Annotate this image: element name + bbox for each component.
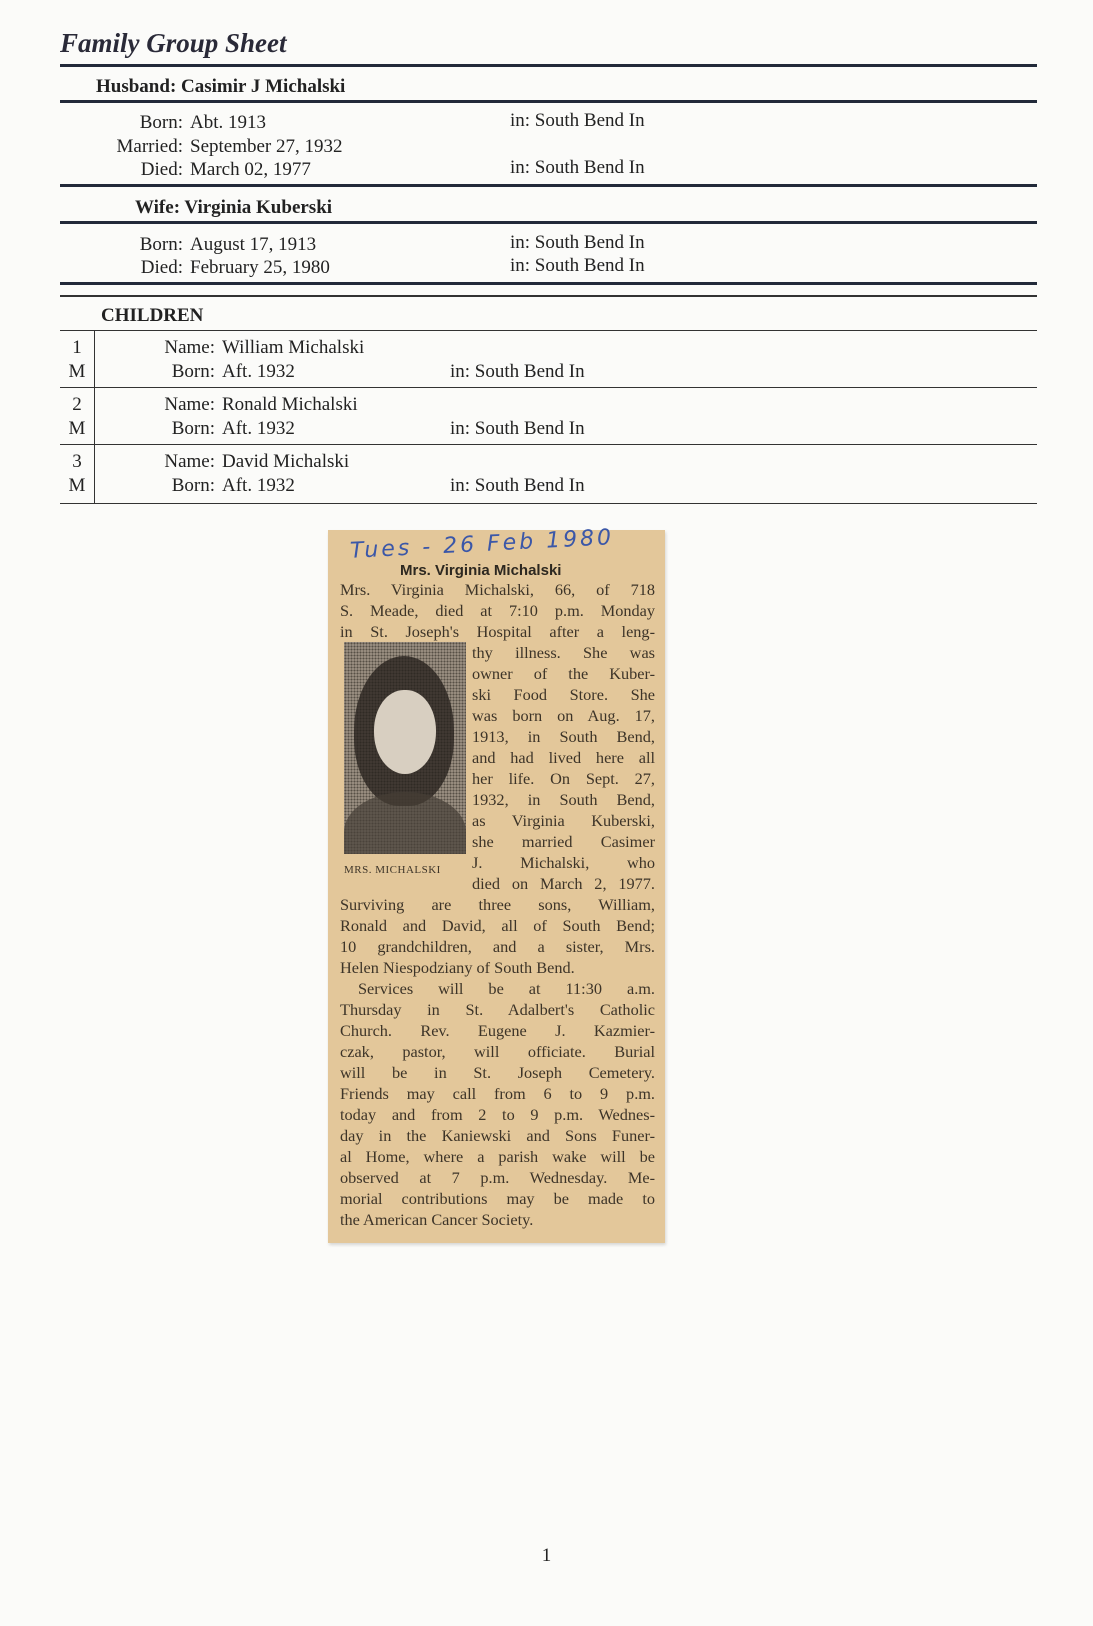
child-sex: M <box>68 361 86 382</box>
wife-divider <box>60 221 1037 224</box>
obituary-line: Surviving are three sons, William, <box>340 895 655 914</box>
child-number: 3 <box>72 451 82 472</box>
wife-born-label: Born: <box>139 234 183 255</box>
obituary-line: in St. Joseph's Hospital after a leng- <box>340 622 655 641</box>
obituary-line: thy illness. She was <box>472 643 655 662</box>
wife-born-place: in: South Bend In <box>510 232 645 253</box>
obituary-line: died on March 2, 1977. <box>472 874 655 893</box>
husband-born-value: Abt. 1913 <box>190 112 266 133</box>
obituary-headline: Mrs. Virginia Michalski <box>400 562 562 579</box>
obituary-line: her life. On Sept. 27, <box>472 769 655 788</box>
obituary-line: Thursday in St. Adalbert's Catholic <box>340 1000 655 1019</box>
photo-caption: MRS. MICHALSKI <box>344 864 441 876</box>
wife-died-value: February 25, 1980 <box>190 257 330 278</box>
obituary-clipping <box>328 525 665 1243</box>
husband-born-label: Born: <box>139 112 183 133</box>
obituary-photo <box>344 642 466 854</box>
obituary-line: observed at 7 p.m. Wednesday. Me- <box>340 1168 655 1187</box>
child-name-label: Name: <box>164 394 215 415</box>
obituary-line: the American Cancer Society. <box>340 1210 534 1229</box>
child-name-label: Name: <box>164 337 215 358</box>
obituary-line: Mrs. Virginia Michalski, 66, of 718 <box>340 580 655 599</box>
wife-bottom-divider <box>60 282 1037 285</box>
obituary-line: al Home, where a parish wake will be <box>340 1147 655 1166</box>
husband-married-label: Married: <box>116 136 183 157</box>
children-heading: CHILDREN <box>101 305 204 326</box>
obituary-line: and had lived here all <box>472 748 655 767</box>
child-sex: M <box>68 418 86 439</box>
wife-heading: Wife: Virginia Kuberski <box>135 197 333 218</box>
title-divider <box>60 64 1037 67</box>
obituary-line: 1932, in South Bend, <box>472 790 655 809</box>
child-born: Aft. 1932 <box>222 361 295 382</box>
obituary-line: ski Food Store. She <box>472 685 655 704</box>
page-number: 1 <box>541 1545 552 1566</box>
child-row-3 <box>60 444 1037 504</box>
obituary-line: Church. Rev. Eugene J. Kazmier- <box>340 1021 655 1040</box>
child-name: William Michalski <box>222 337 365 358</box>
obituary-line: today and from 2 to 9 p.m. Wednes- <box>340 1105 655 1124</box>
child-number: 1 <box>72 337 82 358</box>
husband-died-place: in: South Bend In <box>510 157 645 178</box>
handwritten-date: Tues - 26 Feb 1980 <box>349 525 615 564</box>
obituary-line: S. Meade, died at 7:10 p.m. Monday <box>340 601 655 620</box>
obituary-line: 1913, in South Bend, <box>472 727 655 746</box>
child-number-cell <box>60 445 95 503</box>
husband-born-place: in: South Bend In <box>510 110 645 131</box>
child-born-label: Born: <box>171 361 215 382</box>
child-number-cell <box>60 388 95 444</box>
obituary-line: Friends may call from 6 to 9 p.m. <box>340 1084 655 1103</box>
child-sex: M <box>68 475 86 496</box>
obituary-line: as Virginia Kuberski, <box>472 811 655 830</box>
child-number: 2 <box>72 394 82 415</box>
obituary-line: Services will be at 11:30 a.m. <box>358 979 655 998</box>
husband-married-value: September 27, 1932 <box>190 136 343 157</box>
child-name-label: Name: <box>164 451 215 472</box>
page-title: Family Group Sheet <box>60 28 287 58</box>
obituary-line: day in the Kaniewski and Sons Funer- <box>340 1126 655 1145</box>
husband-died-label: Died: <box>140 159 183 180</box>
child-row-1 <box>60 330 1037 387</box>
obituary-line: J. Michalski, who <box>472 853 655 872</box>
obituary-line: she married Casimer <box>472 832 655 851</box>
child-name: David Michalski <box>222 451 350 472</box>
husband-heading: Husband: Casimir J Michalski <box>96 76 346 97</box>
child-born: Aft. 1932 <box>222 475 295 496</box>
obituary-line: morial contributions may be made to <box>340 1189 655 1208</box>
obituary-line: was born on Aug. 17, <box>472 706 655 725</box>
obituary-line: will be in St. Joseph Cemetery. <box>340 1063 655 1082</box>
obituary-line: owner of the Kuber- <box>472 664 655 683</box>
children-top-rule <box>60 295 1037 297</box>
wife-born-value: August 17, 1913 <box>190 234 317 255</box>
husband-died-value: March 02, 1977 <box>190 159 311 180</box>
child-born-place: in: South Bend In <box>450 418 585 439</box>
obituary-line: Ronald and David, all of South Bend; <box>340 916 655 935</box>
child-born-place: in: South Bend In <box>450 475 585 496</box>
obituary-line: czak, pastor, will officiate. Burial <box>340 1042 655 1061</box>
wife-died-label: Died: <box>140 257 183 278</box>
child-born-place: in: South Bend In <box>450 361 585 382</box>
husband-divider <box>60 100 1037 103</box>
obituary-line: 10 grandchildren, and a sister, Mrs. <box>340 937 655 956</box>
child-row-2 <box>60 387 1037 444</box>
child-born: Aft. 1932 <box>222 418 295 439</box>
wife-top-divider <box>60 184 1037 187</box>
child-number-cell <box>60 331 95 387</box>
child-born-label: Born: <box>171 418 215 439</box>
child-name: Ronald Michalski <box>222 394 358 415</box>
child-born-label: Born: <box>171 475 215 496</box>
wife-died-place: in: South Bend In <box>510 255 645 276</box>
obituary-line: Helen Niespodziany of South Bend. <box>340 958 575 977</box>
